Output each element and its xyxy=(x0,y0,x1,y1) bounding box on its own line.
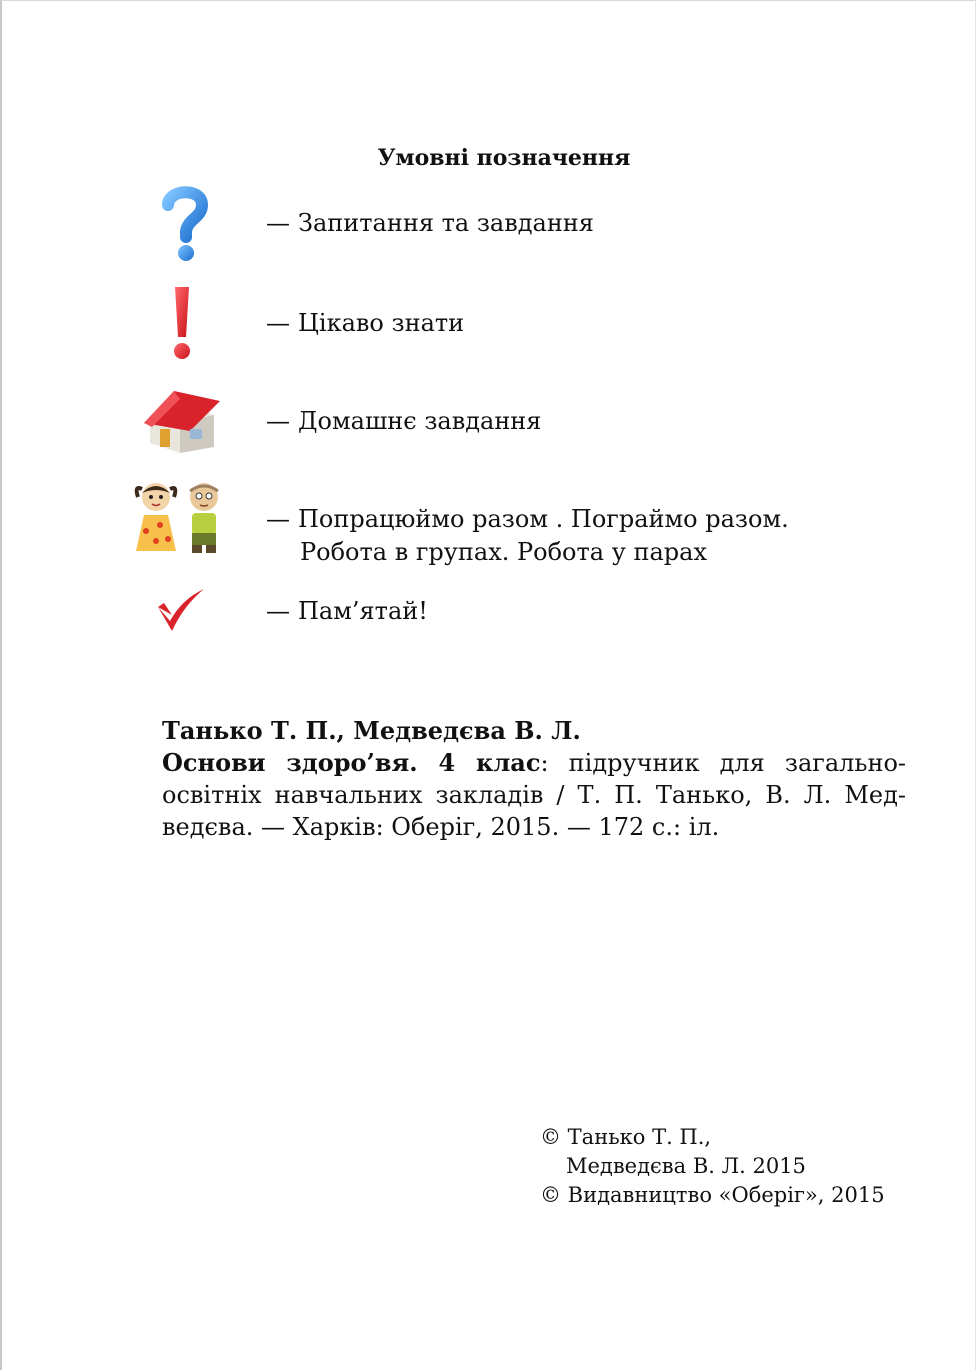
bib-title: Основи здоро’вя. 4 клас xyxy=(162,748,541,777)
legend-item-label: — Пам’ятай! xyxy=(266,597,428,625)
checkmark-icon xyxy=(130,587,230,641)
bibliographic-record xyxy=(162,715,906,843)
legend-item-together xyxy=(130,481,890,566)
legend-item-interesting xyxy=(130,285,890,365)
copyright-block xyxy=(540,1123,885,1210)
legend-item-questions xyxy=(130,185,890,265)
bib-description xyxy=(162,747,906,843)
legend-title: Умовні позначення xyxy=(377,145,631,171)
copyright-line: Медведєва В. Л. 2015 xyxy=(566,1154,806,1178)
bib-details: : підручник для загально-освітніх навчальних закладів / Т. П. Танько, В. Л. Мед-ведєва. — Харків: Оберіг, 2015. — 172 с.: іл. xyxy=(162,749,906,841)
legend-item-label: — Цікаво знати xyxy=(266,309,465,337)
house-icon xyxy=(130,385,230,459)
legend-item-label: — Домашнє завдання xyxy=(266,407,542,435)
copyright-line: © Видавництво «Оберіг», 2015 xyxy=(540,1183,885,1207)
legend-item-remember xyxy=(130,587,890,637)
bib-authors: Танько Т. П., Медведєва В. Л. xyxy=(162,716,581,745)
question-mark-icon xyxy=(130,185,230,269)
copyright-line: © Танько Т. П., xyxy=(540,1125,712,1149)
children-icon xyxy=(130,481,234,561)
legend-item-label: — Запитання та завдання xyxy=(266,209,594,237)
exclamation-mark-icon xyxy=(130,285,230,369)
legend-item-homework xyxy=(130,385,890,455)
legend-item-label: — Попрацюймо разом . Пограймо разом. Робота в групах. Робота у парах xyxy=(266,505,789,566)
